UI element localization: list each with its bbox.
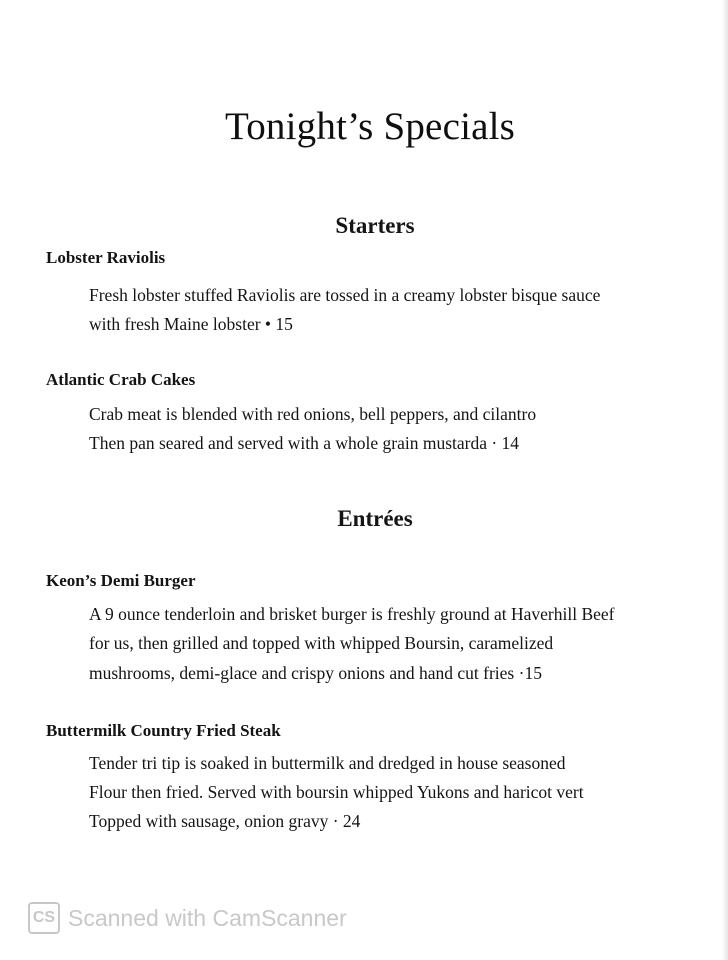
camscanner-watermark (28, 902, 347, 934)
page-title: Tonight’s Specials (224, 105, 516, 148)
item-description-line: mushrooms, demi-glace and crispy onions and hand cut fries ·15 (89, 663, 542, 683)
item-description-line: with fresh Maine lobster • 15 (89, 314, 293, 334)
section-heading-entrees: Entrées (337, 506, 413, 531)
item-description-line: Fresh lobster stuffed Raviolis are tossed in a creamy lobster bisque sauce (89, 285, 601, 305)
item-description-line: Tender tri tip is soaked in buttermilk and dredged in house seasoned (89, 753, 566, 773)
item-description-line: Crab meat is blended with red onions, bell peppers, and cilantro (89, 404, 537, 424)
item-description-line: for us, then grilled and topped with whipped Boursin, caramelized (89, 633, 554, 653)
item-name-lobster-raviolis: Lobster Raviolis (46, 248, 166, 267)
item-description-line: Topped with sausage, onion gravy · 24 (89, 811, 361, 831)
section-heading-starters: Starters (335, 213, 415, 238)
item-description-line: Then pan seared and served with a whole grain mustarda · 14 (89, 433, 520, 453)
camscanner-logo-icon: CS (28, 902, 60, 934)
item-name-buttermilk-country-fried-steak: Buttermilk Country Fried Steak (46, 721, 281, 740)
item-description-line: Flour then fried. Served with boursin whipped Yukons and haricot vert (89, 782, 584, 802)
item-name-atlantic-crab-cakes: Atlantic Crab Cakes (46, 370, 196, 389)
item-name-keons-demi-burger: Keon’s Demi Burger (46, 571, 196, 590)
watermark-text: Scanned with CamScanner (68, 904, 347, 931)
item-description-line: A 9 ounce tenderloin and brisket burger is freshly ground at Haverhill Beef (89, 604, 615, 624)
